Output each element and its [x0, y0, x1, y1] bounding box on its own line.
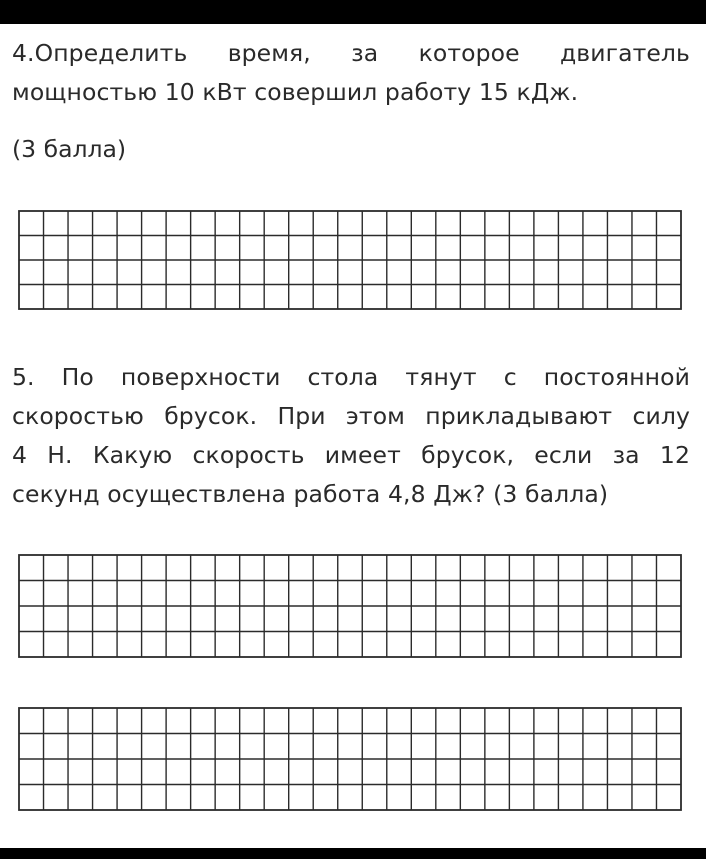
task-5-text [12, 358, 690, 514]
answer-grid-1[interactable] [18, 210, 682, 310]
task-5-line-3: 4 Н. Какую скорость имеет брусок, если за 12 [12, 441, 690, 469]
task-4-text [12, 34, 690, 112]
answer-grid-2[interactable] [18, 554, 682, 658]
task-5-line-2: скоростью брусок. При этом прикладывают силу [12, 402, 690, 430]
task-5-line-4: секунд осуществлена работа 4,8 Дж? (3 балла) [12, 480, 609, 508]
answer-grid-3[interactable] [18, 707, 682, 811]
task-4-line-1: 4.Определить время, за которое двигатель [12, 39, 690, 67]
worksheet-page [0, 24, 706, 848]
task-4-score: (3 балла) [12, 135, 127, 163]
task-5-line-1: 5. По поверхности стола тянут с постоянной [12, 363, 690, 391]
task-4-line-2: мощностью 10 кВт совершил работу 15 кДж. [12, 78, 579, 106]
